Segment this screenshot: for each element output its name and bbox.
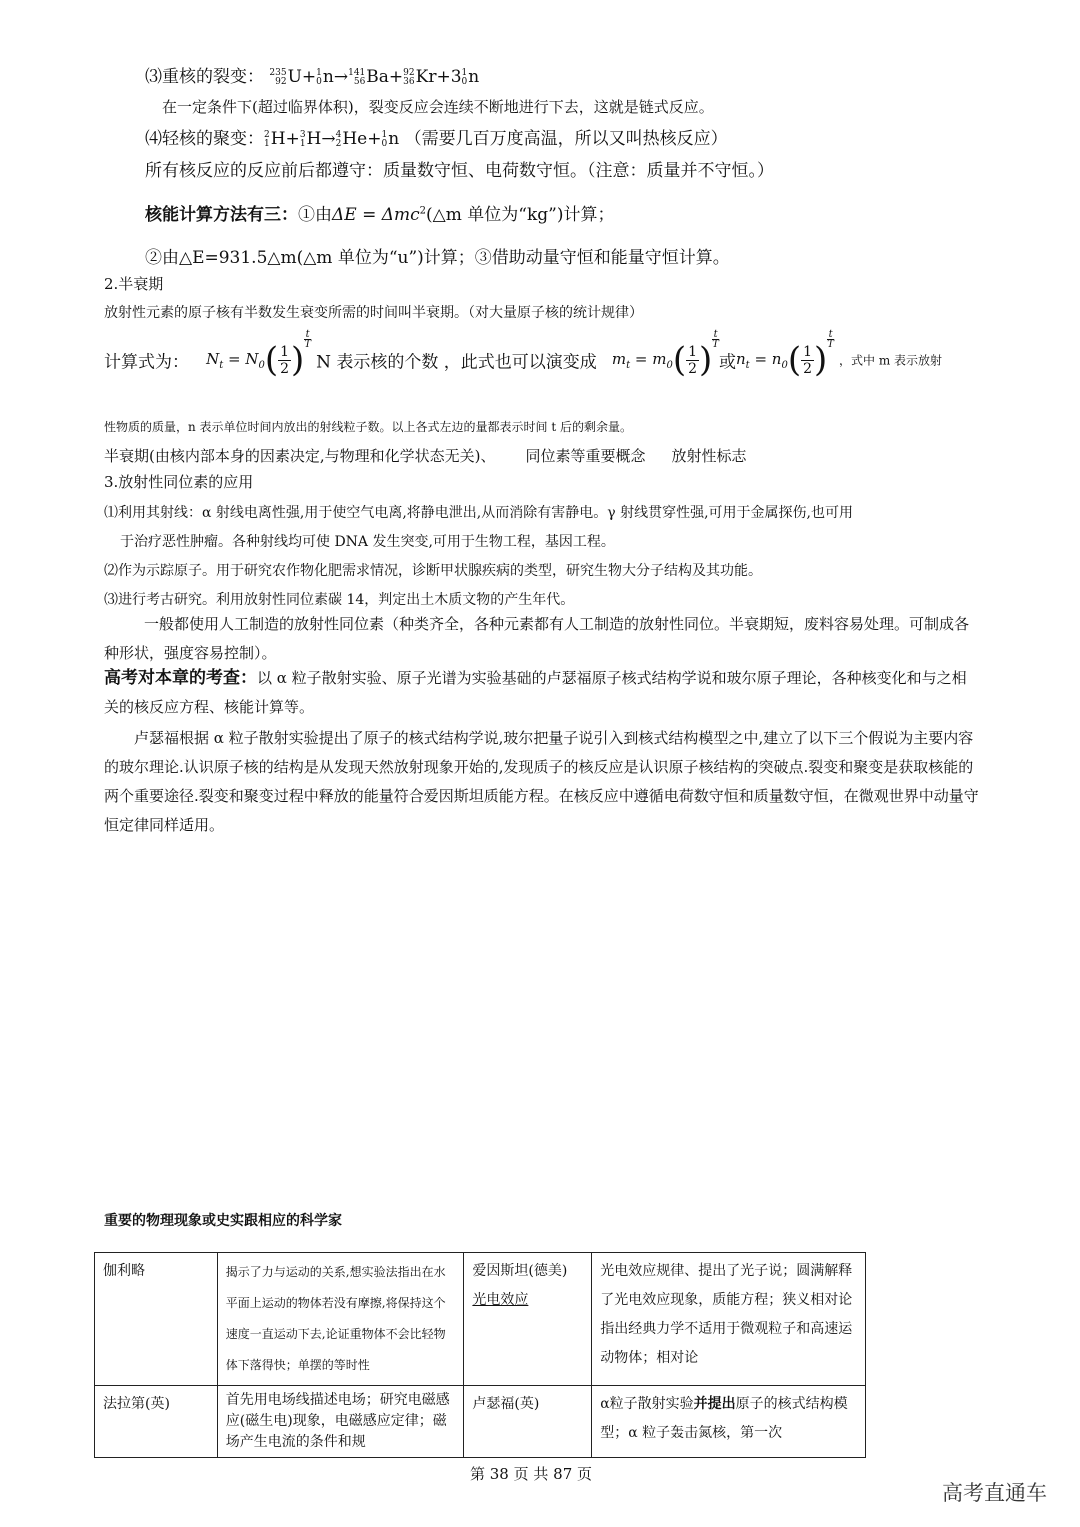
h2-isotope-numbers: 2 1 (264, 129, 270, 149)
rutherford-bold: 并提出 (693, 1396, 736, 1412)
table-row (95, 1386, 866, 1458)
halflife-factors-line (104, 445, 747, 466)
energy-title: 核能计算方法有三： (145, 205, 298, 225)
u-isotope-numbers: 235 92 (269, 67, 287, 87)
or-word: 或 (718, 352, 736, 373)
energy-m1-suffix: (△m 单位为“kg”)计算； (426, 205, 615, 225)
exam-title: 高考对本章的考查： (104, 668, 257, 688)
scientist-name-cell: 伽利略 (95, 1253, 218, 1386)
ba-isotope-numbers: 141 56 (348, 67, 366, 87)
fission-label: ⑶重核的裂变： (145, 67, 264, 87)
mt-symbol: $m_t = m_0$ (611, 349, 673, 371)
page-number: 第 38 页 共 87 页 (470, 1465, 593, 1483)
scientist-name-cell (464, 1253, 592, 1386)
halflife-formula-line: 计算式为： $N_t = N_0$( $\frac{1}{2}$ ) $\frac{t}{T}$ N 表示核的个数 ，此式也可以演变成 $m_t = m_0$( $\frac{1}{2}$ ) $\frac{t}{T}$ 或$n_t = n_0$( $\frac{1}{2}$ ) $\frac{t}{T}$ ，式中 m 表示放射 (104, 328, 943, 380)
radioactive-marker: 放射性标志 (671, 447, 747, 465)
half-fraction-3: $\frac{1}{2}$ (803, 343, 813, 377)
application-item-1b: 于治疗恶性肿瘤。各种射线均可使 DNA 发生突变,可用于生物工程，基因工程。 (120, 534, 615, 550)
n-description: N 表示核的个数 ，此式也可以演变成 (316, 352, 597, 373)
energy-exponent: 2 (419, 205, 427, 217)
fusion-label: ⑷轻核的聚变： (145, 129, 264, 149)
artificial-isotopes-note: 一般都使用人工制造的放射性同位素（种类齐全，各种元素都有人工制造的放射性同位。半衰期短，废料容易处理。可制成各种形状，强度容易控制）。 (104, 615, 970, 662)
chapter-summary: 卢瑟福根据 α 粒子散射实验提出了原子的核式结构学说,玻尔把量子说引入到核式结构模型之中,建立了以下三个假说为主要内容的玻尔理论.认识原子核的结构是从发现天然放射现象开始的,发现质子的核反应是认识原子核结构的突破点.裂变和聚变是获取核能的两个重要途径.裂变和聚变过程中释放的能量符合爱因斯坦质能方程。在核反应中遵循电荷数守恒和质量数守恒，在微观世界中动量守恒定律同样适用。 (104, 729, 979, 834)
application-item-1a: ⑴利用其射线：α 射线电离性强,用于使空气电离,将静电泄出,从而消除有害静电。γ 射线贯穿性强,可用于金属探伤,也可用 (104, 505, 853, 521)
conservation-note: 所有核反应的反应前后都遵守：质量数守恒、电荷数守恒。（注意：质量并不守恒。） (145, 161, 774, 181)
he-symbol: He+ (342, 129, 382, 149)
halflife-heading: 2.半衰期 (104, 275, 164, 293)
scientist-name-cell: 法拉第(英) (95, 1386, 218, 1458)
exam-text: 以 α 粒子散射实验、原子光谱为实验基础的卢瑟福原子核式结构学说和玻尔原子理论，各种核变化和与之相关的核反应方程、核能计算等。 (104, 669, 967, 716)
n-isotope-numbers: 1 0 (316, 67, 322, 87)
exam-focus (104, 664, 979, 722)
h3-symbol: H→ (306, 129, 336, 149)
n-symbol: n→ (322, 67, 349, 87)
fusion-line (145, 124, 728, 149)
scientists-title: 重要的物理现象或史实跟相应的科学家 (104, 1213, 342, 1229)
application-item-2: ⑵作为示踪原子。用于研究农作物化肥需求情况，诊断甲状腺疾病的类型，研究生物大分子结构及其功能。 (104, 563, 762, 579)
rutherford-exp: α粒子散射实验 (600, 1396, 694, 1412)
m-description-continued: 性物质的质量，n 表示单位时间内放出的射线粒子数。以上各式左边的量都表示时间 t 后的剩余量。 (104, 420, 632, 434)
ba-symbol: Ba+ (366, 67, 404, 87)
einstein-name: 爱因斯坦(德美) (472, 1263, 568, 1279)
half-fraction-2: $\frac{1}{2}$ (688, 343, 698, 377)
exponent-3: $\frac{t}{T}$ (827, 328, 834, 350)
exponent-1: $\frac{t}{T}$ (304, 328, 311, 350)
u-symbol: U+ (287, 67, 317, 87)
chain-reaction-note: 在一定条件下(超过临界体积)，裂变反应会连续不断地进行下去，这就是链式反应。 (162, 98, 714, 116)
scientist-desc-cell: 光电效应规律、提出了光子说；圆满解释了光电效应现象，质能方程；狭义相对论指出经典力学不适用于微观粒子和高速运动物体；相对论 (592, 1253, 866, 1386)
fusion-note: （需要几百万度高温，所以又叫热核反应） (404, 129, 728, 149)
scientists-table (94, 1252, 866, 1458)
halflife-definition: 放射性元素的原子核有半数发生衰变所需的时间叫半衰期。（对大量原子核的统计规律） (104, 305, 643, 321)
fusion-n-isotope-numbers: 1 0 (381, 129, 388, 149)
h2-symbol: H+ (270, 129, 300, 149)
scientist-desc-cell (592, 1386, 866, 1458)
photoelectric-link: 光电效应 (472, 1292, 529, 1308)
exponent-2: $\frac{t}{T}$ (712, 328, 719, 350)
energy-formula: ΔE = Δmc (332, 205, 420, 225)
energy-method-2: ②由△E=931.5△m(△m 单位为“u”)计算；③借助动量守恒和能量守恒计算。 (145, 248, 730, 268)
scientist-name-cell: 卢瑟福(英) (464, 1386, 592, 1458)
energy-method-1 (145, 200, 614, 225)
nt2-symbol: $n_t = n_0$ (735, 349, 788, 371)
m-description: ，式中 m 表示放射 (839, 353, 943, 368)
energy-m1-prefix: ①由 (298, 205, 332, 225)
half-fraction-1: $\frac{1}{2}$ (280, 343, 290, 377)
watermark: 高考直通车 (942, 1481, 1047, 1505)
kr-symbol: Kr+3 (415, 67, 462, 87)
scientist-desc-cell: 揭示了力与运动的关系,想实验法指出在水平面上运动的物体若没有摩擦,将保持这个速度一直运动下去,论证重物体不会比轻物体下落得快；单摆的等时性 (217, 1253, 464, 1386)
halflife-factors: 半衰期(由核内部本身的因素决定,与物理和化学状态无关)、 (104, 447, 496, 465)
n2-isotope-numbers: 1 0 (461, 67, 468, 87)
scientist-desc-cell: 首先用电场线描述电场；研究电磁感应(磁生电)现象，电磁感应定律；磁场产生电流的条件和规 (217, 1386, 464, 1458)
applications-heading: 3.放射性同位素的应用 (104, 473, 254, 491)
kr-isotope-numbers: 92 36 (403, 67, 415, 87)
rutherford-rest: 原子的核式结构模型；α 粒子轰击氮核，第一次 (600, 1396, 848, 1441)
isotope-concept: 同位素等重要概念 (525, 447, 646, 465)
he-isotope-numbers: 4 2 (335, 129, 342, 149)
fusion-n-symbol: n (388, 129, 400, 149)
fission-line (145, 62, 479, 87)
nt-symbol: $N_t = N_0$ (206, 349, 265, 371)
h3-isotope-numbers: 3 1 (299, 129, 306, 149)
n2-symbol: n (468, 67, 480, 87)
application-item-3: ⑶进行考古研究。利用放射性同位素碳 14，判定出土木质文物的产生年代。 (104, 592, 575, 608)
calc-label: 计算式为： (104, 352, 189, 373)
table-row (95, 1253, 866, 1386)
